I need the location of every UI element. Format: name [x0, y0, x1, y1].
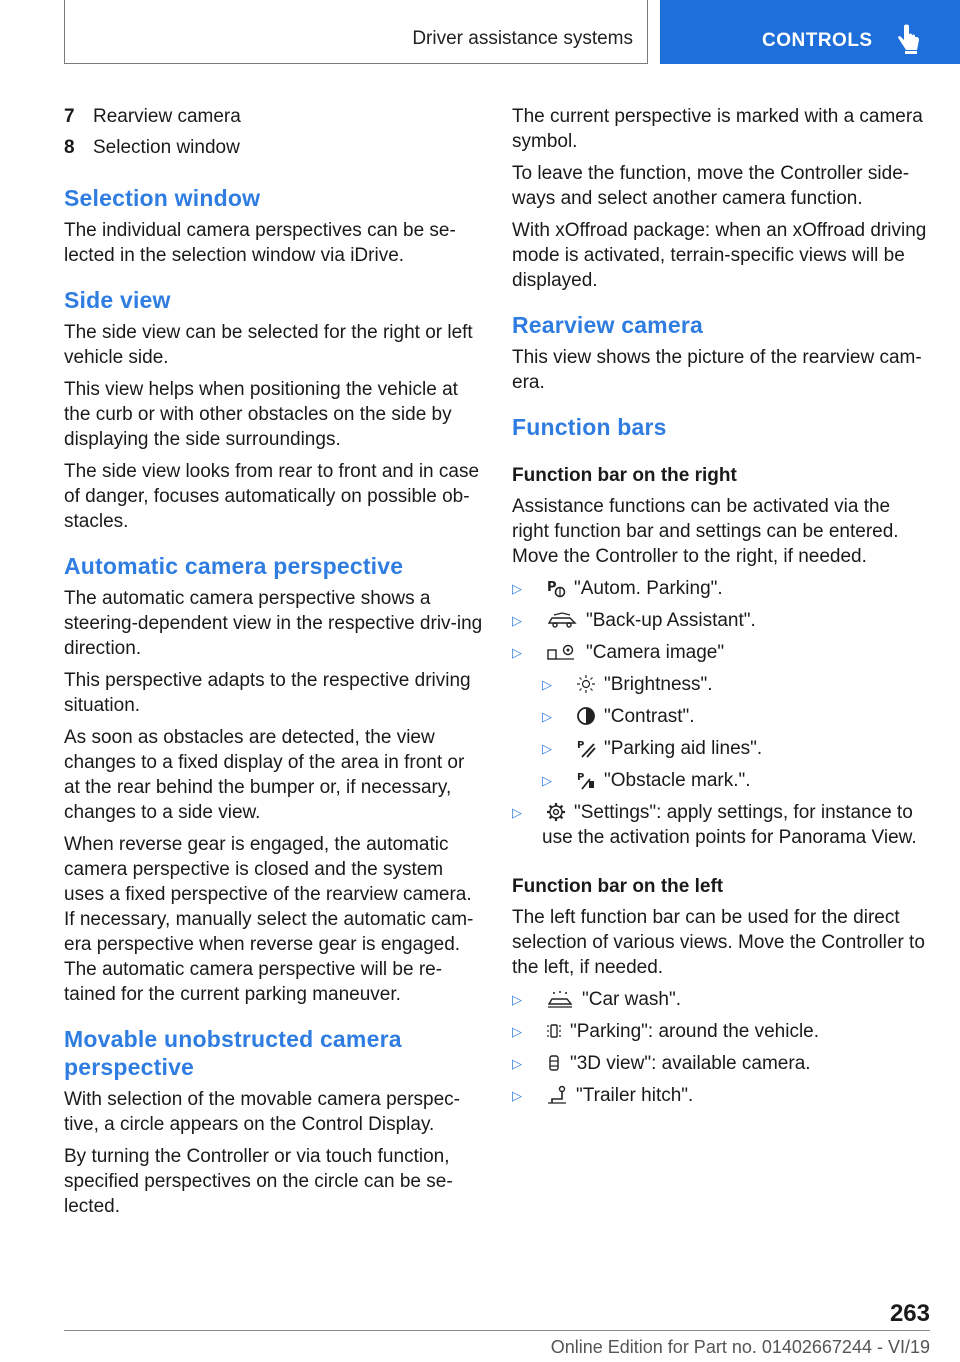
left-column: [64, 104, 484, 1226]
bullet-triangle-icon: ▷: [542, 677, 552, 692]
paragraph: This view shows the picture of the rearview cam-era.: [512, 347, 922, 393]
header-section-box: [64, 0, 648, 64]
paragraph: This perspective adapts to the respective driving situation.: [64, 670, 471, 716]
item-text: Rearview camera: [93, 106, 241, 127]
paragraph: With xOffroad package: when an xOffroad driving mode is activated, terrain-specific views will be displayed.: [512, 220, 927, 291]
header-chapter-bar: [660, 0, 960, 64]
item-text: Selection window: [93, 137, 240, 158]
item-text: "Parking aid lines".: [604, 738, 763, 759]
trailer-hitch-icon: [546, 1085, 568, 1105]
item-number: 8: [64, 137, 75, 158]
page-number: 263: [889, 1300, 930, 1327]
item-text: "Obstacle mark.".: [604, 770, 751, 791]
list-item: [64, 135, 484, 160]
camera-image-icon: [546, 642, 578, 662]
bullet-triangle-icon: ▷: [542, 709, 552, 724]
list-item: [512, 800, 930, 850]
bullet-triangle-icon: ▷: [512, 1024, 522, 1039]
subheading-function-bar-right: Function bar on the right: [512, 465, 737, 486]
footer-divider: [64, 1330, 930, 1331]
heading-selection-window: Selection window: [64, 185, 261, 211]
obstacle-marking-icon: [576, 770, 596, 790]
list-item: [512, 1051, 930, 1076]
bullet-triangle-icon: ▷: [512, 1056, 522, 1071]
heading-rearview-camera: Rearview camera: [512, 312, 703, 338]
pointing-hand-icon: [896, 24, 922, 54]
subheading-function-bar-left: Function bar on the left: [512, 876, 724, 897]
bullet-triangle-icon: ▷: [512, 992, 522, 1007]
item-text: "Brightness".: [604, 674, 713, 695]
contrast-icon: [576, 706, 596, 726]
list-item: [64, 104, 484, 129]
parking-view-icon: [546, 1021, 562, 1041]
item-text: "Parking": around the vehicle.: [570, 1021, 820, 1042]
right-column: [512, 104, 930, 1115]
paragraph: With selection of the movable camera perspec-tive, a circle appears on the Control Display.: [64, 1089, 461, 1135]
bullet-triangle-icon: ▷: [512, 645, 522, 660]
paragraph: Assistance functions can be activated via the right function bar and settings can be entered. Move the Controller to the right, if needed.: [512, 496, 899, 567]
paragraph: By turning the Controller or via touch function, specified perspectives on the circle can be se-lected.: [64, 1146, 453, 1217]
paragraph: The current perspective is marked with a camera symbol.: [512, 106, 923, 152]
paragraph: To leave the function, move the Controller side-ways and select another camera function.: [512, 163, 910, 209]
heading-function-bars: Function bars: [512, 414, 667, 440]
heading-side-view: Side view: [64, 287, 171, 313]
list-item: [512, 608, 930, 633]
item-text: "Contrast".: [604, 706, 695, 727]
bullet-triangle-icon: ▷: [512, 581, 522, 596]
svg-text:P: P: [547, 580, 557, 595]
bullet-triangle-icon: ▷: [512, 1088, 522, 1103]
paragraph: The left function bar can be used for the direct selection of various views. Move the Controller to the left, if needed.: [512, 907, 925, 978]
heading-automatic-camera-perspective: Automatic camera perspective: [64, 553, 404, 579]
car-wash-icon: [546, 989, 574, 1009]
brightness-icon: [576, 674, 596, 694]
list-item: [542, 704, 930, 729]
list-item: [512, 1083, 930, 1108]
footer-edition-text: Online Edition for Part no. 01402667244 - VI/19: [550, 1337, 930, 1357]
item-text: "Settings": apply settings, for instance to use the activation points for Panorama View.: [542, 802, 917, 848]
bullet-triangle-icon: ▷: [512, 613, 522, 628]
list-item: [512, 1019, 930, 1044]
left-function-list: [512, 987, 930, 1108]
list-item: [542, 736, 930, 761]
bullet-triangle-icon: ▷: [542, 741, 552, 756]
item-text: "Back-up Assistant".: [586, 610, 756, 631]
item-text: "Autom. Parking".: [574, 578, 723, 599]
paragraph: When reverse gear is engaged, the automatic camera perspective is closed and the system uses a fixed perspective of the rearview camera. If necessary, manually select the automatic cam-era perspective when reverse gear is engaged. The automatic camera perspective will be re-tained for the current parking maneuver.: [64, 834, 474, 1005]
list-item: [542, 768, 930, 793]
paragraph: The individual camera perspectives can be se-lected in the selection window via iDrive.: [64, 220, 456, 266]
bullet-triangle-icon: ▷: [542, 773, 552, 788]
item-text: "3D view": available camera.: [570, 1053, 811, 1074]
settings-gear-icon: [546, 802, 566, 822]
list-item: [542, 672, 930, 697]
svg-text:P: P: [577, 740, 585, 751]
header-section-title: Driver assistance systems: [412, 28, 633, 49]
bullet-triangle-icon: ▷: [512, 805, 522, 820]
list-item: [512, 987, 930, 1012]
item-text: "Trailer hitch".: [576, 1085, 694, 1106]
auto-parking-icon: [546, 578, 566, 598]
paragraph: As soon as obstacles are detected, the view changes to a fixed display of the area in front or at the rear behind the bumper or, if necessary, changes to a side view.: [64, 727, 465, 823]
paragraph: The side view can be selected for the right or left vehicle side.: [64, 322, 473, 368]
paragraph: The side view looks from rear to front and in case of danger, focuses automatically on possible ob-stacles.: [64, 461, 480, 532]
item-text: "Camera image": [586, 642, 725, 663]
heading-movable-perspective: Movable unobstructed camera perspective: [64, 1026, 402, 1080]
parking-aid-lines-icon: [576, 738, 596, 758]
right-function-list: [512, 576, 930, 850]
paragraph: The automatic camera perspective shows a steering-dependent view in the respective driv-ing direction.: [64, 588, 483, 659]
3d-view-icon: [546, 1053, 562, 1073]
paragraph: This view helps when positioning the vehicle at the curb or with other obstacles on the side by displaying the side surroundings.: [64, 379, 458, 450]
item-number: 7: [64, 106, 75, 127]
list-item: [512, 640, 930, 793]
svg-text:P: P: [577, 772, 585, 783]
header-chapter-title: CONTROLS: [762, 30, 873, 51]
list-item: [512, 576, 930, 601]
back-up-assistant-icon: [546, 610, 578, 630]
camera-image-sublist: [542, 672, 930, 793]
item-text: "Car wash".: [582, 989, 682, 1010]
